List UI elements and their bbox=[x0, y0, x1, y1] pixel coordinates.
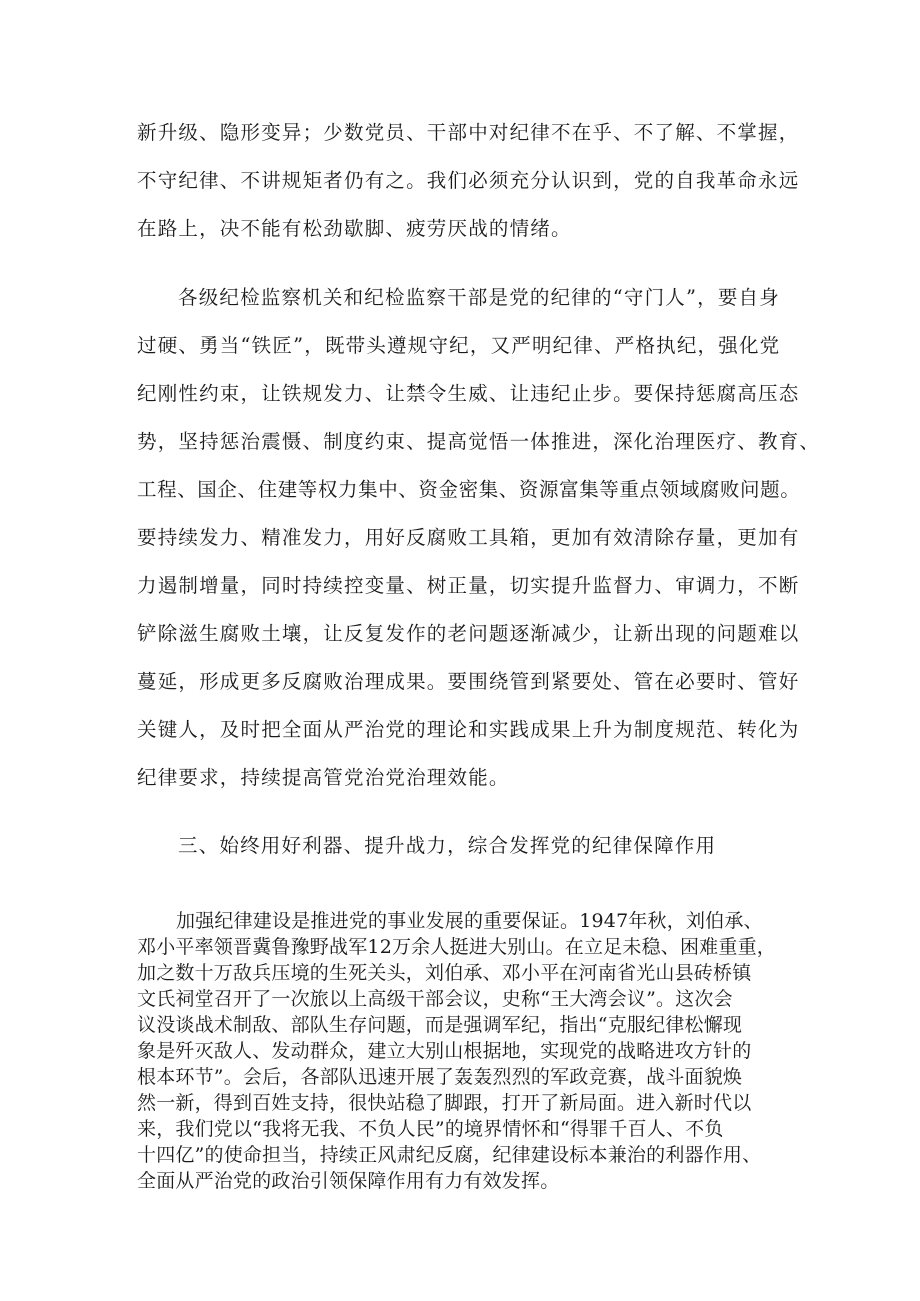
paragraph-line: 关键人，及时把全面从严治党的理论和实践成果上升为制度规范、转化为 bbox=[137, 718, 800, 741]
paragraph-line: 根本环节”。会后，各部队迅速开展了轰轰烈烈的军政竞赛，战斗面貌焕 bbox=[137, 1066, 743, 1088]
paragraph-line: 文氏祠堂召开了一次旅以上高级干部会议，史称“王大湾会议”。这次会 bbox=[137, 988, 733, 1010]
paragraph-line: 不守纪律、不讲规矩者仍有之。我们必须充分认识到，党的自我革命永远 bbox=[137, 169, 800, 192]
paragraph-line: 在路上，决不能有松劲歇脚、疲劳厌战的情绪。 bbox=[137, 217, 572, 240]
paragraph-line: 加强纪律建设是推进党的事业发展的重要保证。1947年秋，刘伯承、 bbox=[176, 910, 763, 932]
paragraph-line: 加之数十万敌兵压境的生死关头，刘伯承、邓小平在河南省光山县砖桥镇 bbox=[137, 962, 752, 984]
paragraph-line: 蔓延，形成更多反腐败治理成果。要围绕管到紧要处、管在必要时、管好 bbox=[137, 670, 800, 693]
paragraph-line: 全面从严治党的政治引领保障作用有力有效发挥。 bbox=[137, 1170, 560, 1192]
paragraph-line: 铲除滋生腐败土壤，让反复发作的老问题逐渐减少，让新出现的问题难以 bbox=[137, 622, 800, 645]
paragraph-line: 象是歼灭敌人、发动群众，建立大别山根据地，实现党的战略进攻方针的 bbox=[137, 1040, 752, 1062]
paragraph-line: 过硬、勇当“铁匠”，既带头遵规守纪，又严明纪律、严格执纪，强化党 bbox=[137, 334, 781, 357]
paragraph-line: 十四亿”的使命担当，持续正风肃纪反腐，纪律建设标本兼治的利器作用、 bbox=[137, 1144, 762, 1166]
paragraph-line: 新升级、隐形变异；少数党员、干部中对纪律不在乎、不了解、不掌握， bbox=[137, 121, 800, 144]
paragraph-line: 工程、国企、住建等权力集中、资金密集、资源富集等重点领域腐败问题。 bbox=[137, 478, 801, 501]
paragraph-line: 纪刚性约束，让铁规发力、让禁令生威、让违纪止步。要保持惩腐高压态 bbox=[137, 382, 800, 405]
section-heading: 三、始终用好利器、提升战力，综合发挥党的纪律保障作用 bbox=[178, 834, 717, 857]
paragraph-line: 要持续发力、精准发力，用好反腐败工具箱，更加有效清除存量，更加有 bbox=[137, 526, 800, 549]
paragraph-line: 力遏制增量，同时持续控变量、树正量，切实提升监督力、审调力，不断 bbox=[137, 574, 800, 597]
paragraph-line: 纪律要求，持续提高管党治党治理效能。 bbox=[137, 766, 510, 789]
paragraph-line: 然一新，得到百姓支持，很快站稳了脚跟，打开了新局面。进入新时代以 bbox=[137, 1092, 752, 1114]
paragraph-line: 议没谈战术制敌、部队生存问题，而是强调军纪，指出“克服纪律松懈现 bbox=[137, 1014, 743, 1036]
paragraph-line: 势，坚持惩治震慑、制度约束、提高觉悟一体推进，深化治理医疗、教育、 bbox=[137, 430, 821, 453]
paragraph-line: 邓小平率领晋冀鲁豫野战军12万余人挺进大别山。在立足未稳、困难重重， bbox=[137, 936, 776, 958]
paragraph-line: 来，我们党以“我将无我、不负人民”的境界情怀和“得罪千百人、不负 bbox=[137, 1118, 724, 1140]
paragraph-line: 各级纪检监察机关和纪检监察干部是党的纪律的“守门人”，要自身 bbox=[178, 286, 780, 309]
